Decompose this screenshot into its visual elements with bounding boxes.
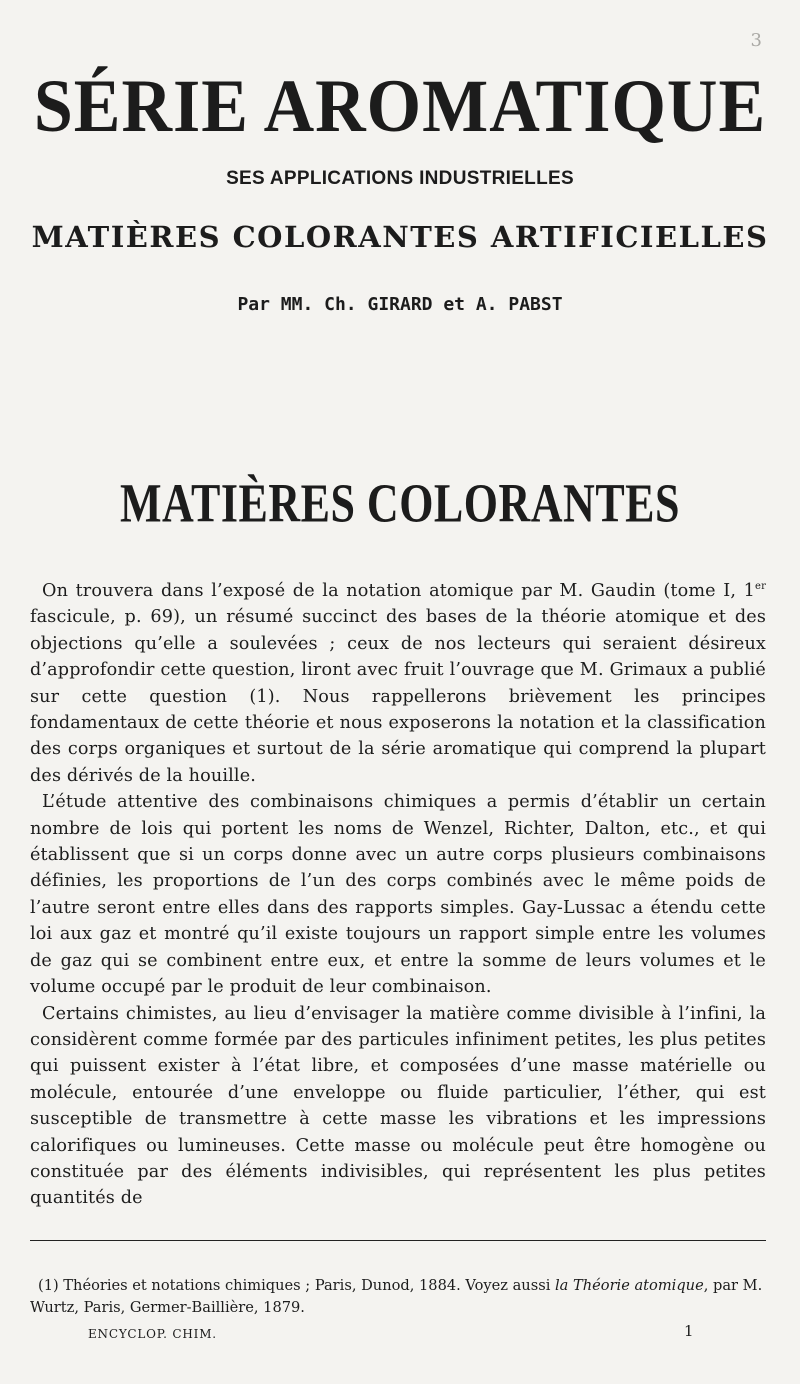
paragraph-1-superscript: er — [755, 581, 766, 593]
page-number-top: 3 — [750, 30, 762, 51]
footer-signature: ENCYCLOP. CHIM. — [88, 1327, 217, 1341]
footnote-italic: la Théorie atomique — [555, 1277, 704, 1294]
section-title: MATIÈRES COLORANTES — [119, 472, 680, 535]
footnote-part-b: , par M. Wurtz, Paris, Germer-Baillière, 1879. — [30, 1277, 763, 1316]
footnote — [30, 1275, 766, 1319]
paragraph-2: L’étude attentive des combinaisons chimiques a permis d’établir un certain nombre de lois qui portent les noms de Wenzel, Richter, Dalton, etc., et qui établissent que si un corps donne avec un autre corps plusieurs combinaisons définies, les proportions de l’un des corps combinés avec le même poids de l’autre seront entre elles dans des rapports simples. Gay-Lussac a étendu cette loi aux gaz et montré qu’il existe toujours un rapport simple entre les volumes de gaz qui se combinent entre eux, et entre la somme de leurs volumes et le volume occupé par le produit de leur combinaison. — [30, 792, 766, 998]
footnote-rule — [30, 1240, 766, 1241]
subtitle: SES APPLICATIONS INDUSTRIELLES — [226, 168, 574, 189]
paragraph-1 — [30, 578, 766, 789]
paragraph-1-part-a: On trouvera dans l’exposé de la notation atomique par M. Gaudin (tome I, 1 — [42, 581, 755, 601]
paragraph-3: Certains chimistes, au lieu d’envisager la matière comme divisible à l’infini, la considèrent comme formée par des particules infiniment petites, les plus petites qui puissent exister à l’état libre, et composées d’une masse matérielle ou molécule, entourée d’une enveloppe ou fluide particulier, l’éther, qui est susceptible de transmettre à cette masse les vibrations et les impressions calorifiques ou lumineuses. Cette masse ou molécule peut être homogène ou constituée par des éléments indivisibles, qui représentent les plus petites quantités de — [30, 1003, 766, 1209]
main-title: SÉRIE AROMATIQUE — [33, 64, 767, 149]
footnote-part-a: (1) Théories et notations chimiques ; Paris, Dunod, 1884. Voyez aussi — [38, 1277, 555, 1294]
heading: MATIÈRES COLORANTES ARTIFICIELLES — [31, 220, 769, 254]
body-text — [30, 578, 766, 1212]
footer-page-number: 1 — [684, 1322, 694, 1340]
authors: Par MM. Ch. GIRARD et A. PABST — [237, 294, 563, 315]
paragraph-1-part-b: fascicule, p. 69), un résumé succinct des bases de la théorie atomique et des objections qu’elle a soulevées ; ceux de nos lecteurs qui seraient désireux d’approfondir cette question, liront avec fruit l’ouvrage que M. Grimaux a publié sur cette question (1). Nous rappellerons brièvement les principes fondamentaux de cette théorie et nous exposerons la notation et la classification des corps organiques et surtout de la série aromatique qui comprend la plupart des dérivés de la houille. — [30, 607, 766, 786]
